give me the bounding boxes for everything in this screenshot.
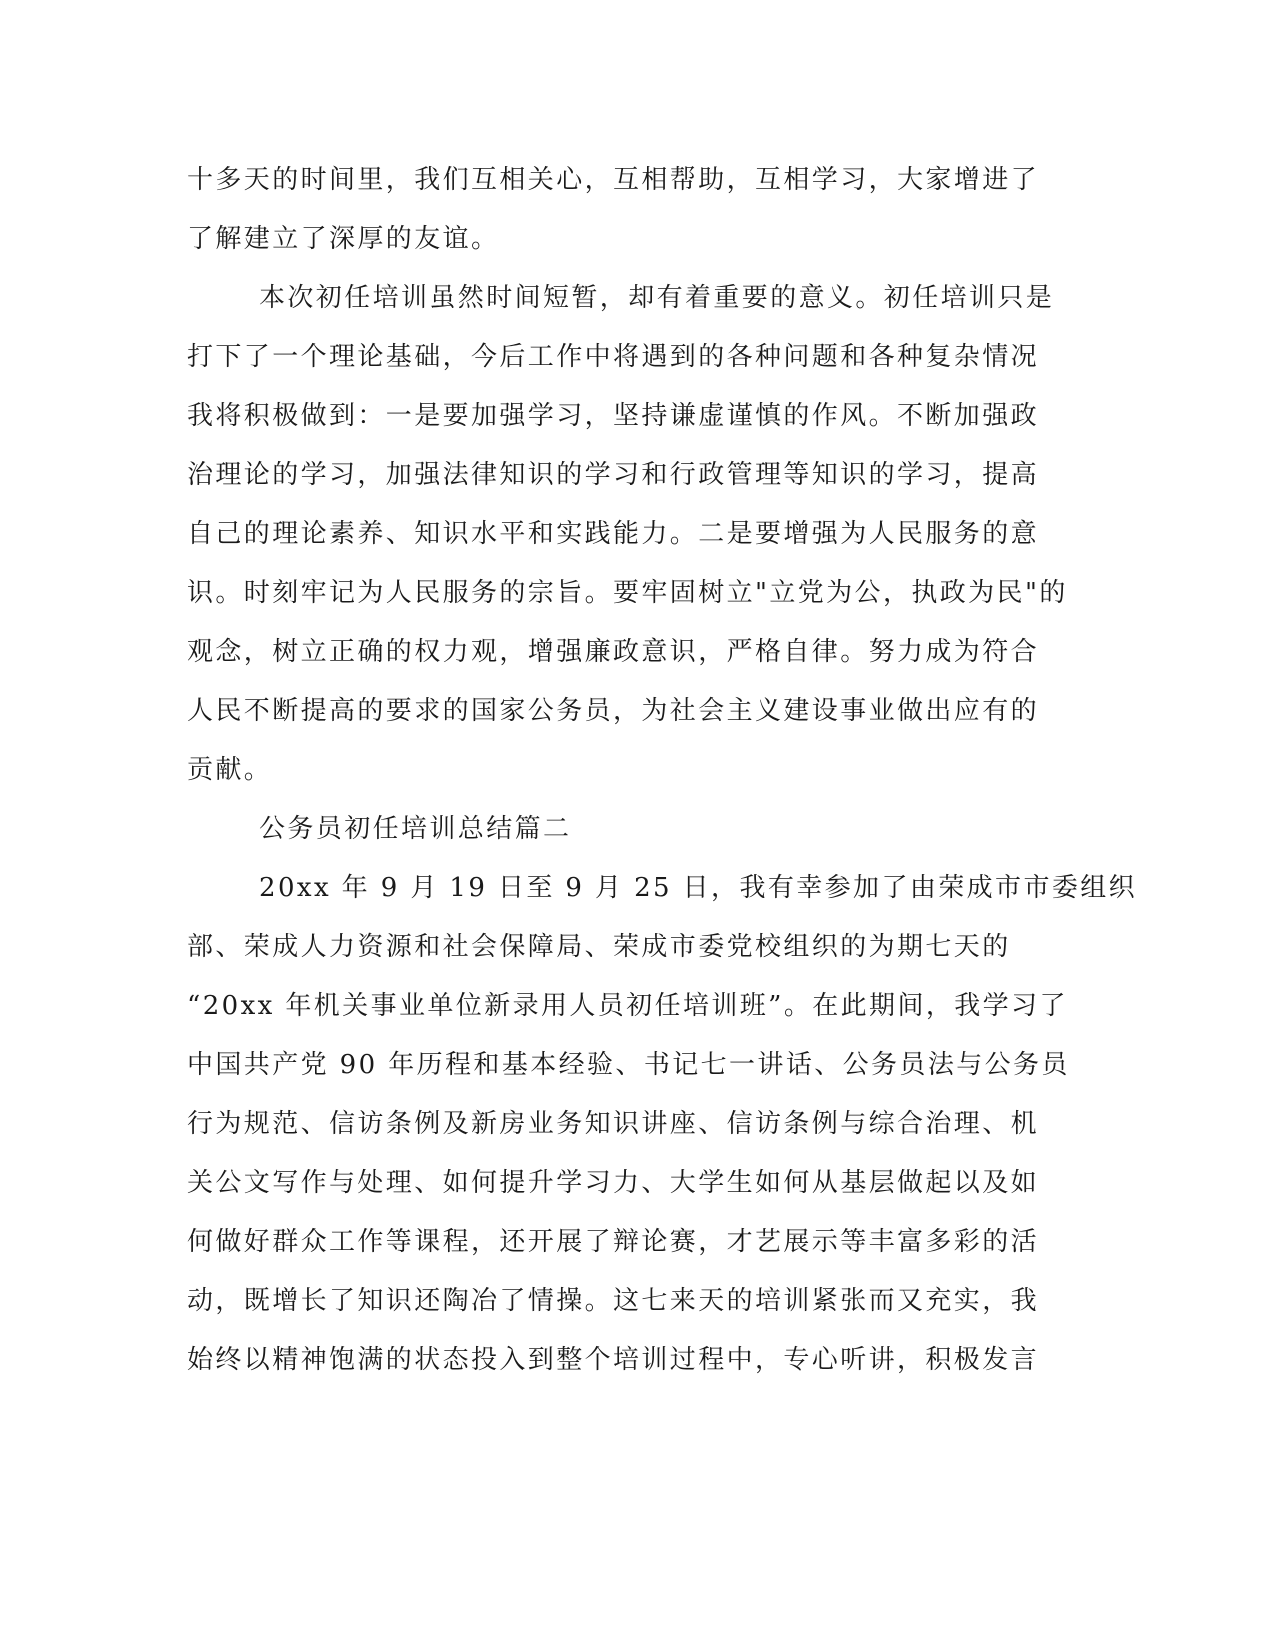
text-line: 自己的理论素养、知识水平和实践能力。二是要增强为人民服务的意 (187, 519, 1040, 549)
paragraph-first-line: 本次初任培训虽然时间短暂，却有着重要的意义。初任培训只是 (259, 283, 1055, 313)
text-line: 十多天的时间里，我们互相关心，互相帮助，互相学习，大家增进了 (187, 165, 1040, 195)
text-line: 贡献。 (187, 755, 273, 785)
text-line: 我将积极做到：一是要加强学习，坚持谦虚谨慎的作风。不断加强政 (187, 401, 1040, 431)
text-line: 动，既增长了知识还陶冶了情操。这七来天的培训紧张而又充实，我 (187, 1286, 1040, 1316)
text-line: 何做好群众工作等课程，还开展了辩论赛，才艺展示等丰富多彩的活 (187, 1227, 1040, 1257)
text-line: 中国共产党 90 年历程和基本经验、书记七一讲话、公务员法与公务员 (187, 1050, 1070, 1080)
text-line: 始终以精神饱满的状态投入到整个培训过程中，专心听讲，积极发言 (187, 1345, 1040, 1375)
text-line: “20xx 年机关事业单位新录用人员初任培训班”。在此期间，我学习了 (187, 991, 1068, 1021)
section-heading: 公务员初任培训总结篇二 (259, 814, 572, 844)
text-line: 部、荣成人力资源和社会保障局、荣成市委党校组织的为期七天的 (187, 932, 1011, 962)
text-line: 打下了一个理论基础，今后工作中将遇到的各种问题和各种复杂情况 (187, 342, 1040, 372)
paragraph-first-line: 20xx 年 9 月 19 日至 9 月 25 日，我有幸参加了由荣成市市委组织 (259, 873, 1138, 903)
text-line: 行为规范、信访条例及新房业务知识讲座、信访条例与综合治理、机 (187, 1109, 1040, 1139)
text-line: 人民不断提高的要求的国家公务员，为社会主义建设事业做出应有的 (187, 696, 1040, 726)
text-line: 观念，树立正确的权力观，增强廉政意识，严格自律。努力成为符合 (187, 637, 1040, 667)
text-line: 识。时刻牢记为人民服务的宗旨。要牢固树立"立党为公，执政为民"的 (187, 578, 1068, 608)
text-line: 了解建立了深厚的友谊。 (187, 224, 500, 254)
text-line: 治理论的学习，加强法律知识的学习和行政管理等知识的学习，提高 (187, 460, 1040, 490)
text-line: 关公文写作与处理、如何提升学习力、大学生如何从基层做起以及如 (187, 1168, 1040, 1198)
